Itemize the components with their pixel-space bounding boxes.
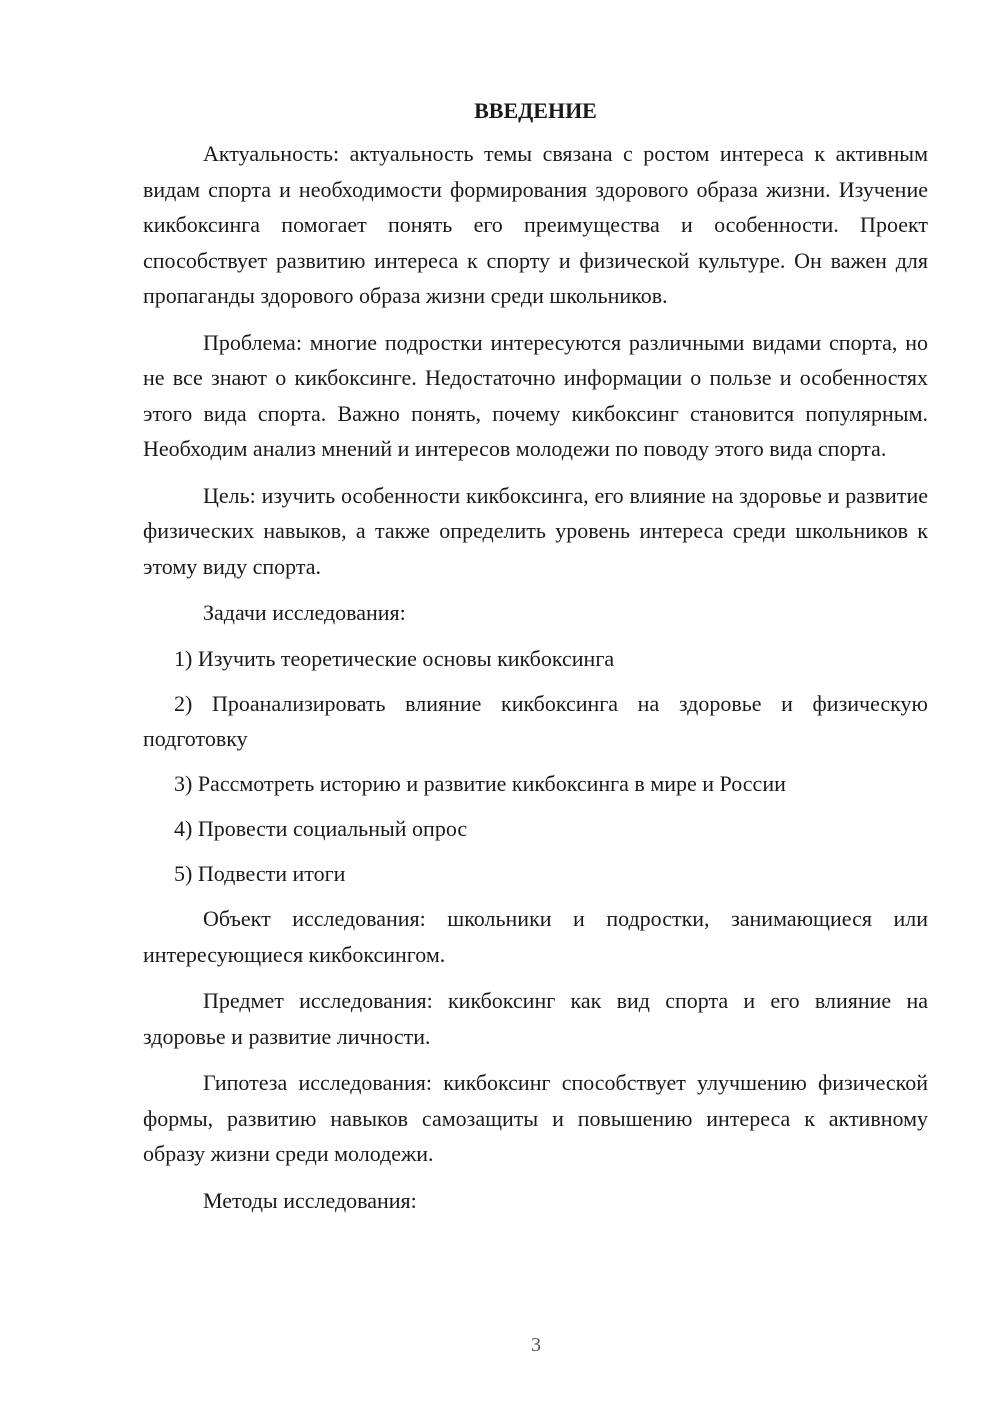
task-item: 1) Изучить теоретические основы кикбоксинга — [174, 646, 615, 671]
problem-paragraph: Проблема: многие подростки интересуются различными видами спорта, но не все знают о кикбоксинге. Недостаточно информации о пользе и особенностях этого вида спорта. Важно понять, почему кикбоксинг становится популярным. Необходим анализ мнений и интересов молодежи по поводу этого вида спорта. — [143, 329, 928, 461]
methods-heading: Методы исследования: — [203, 1187, 417, 1213]
subject-paragraph: Предмет исследования: кикбоксинг как вид спорта и его влияние на здоровье и развитие личности. — [143, 988, 928, 1049]
relevance-paragraph: Актуальность: актуальность темы связана с ростом интереса к активным видам спорта и необходимости формирования здорового образа жизни. Изучение кикбоксинга помогает понять его преимущества и особенности. Проект способствует развитию интереса к спорту и физической культуре. Он важен для пропаганды здорового образа жизни среди школьников. — [143, 141, 928, 308]
page-number: 3 — [531, 1334, 541, 1356]
section-title: ВВЕДЕНИЕ — [474, 98, 597, 123]
task-item: 3) Рассмотреть историю и развитие кикбоксинга в мире и России — [174, 771, 786, 796]
object-paragraph: Объект исследования: школьники и подростки, занимающиеся или интересующиеся кикбоксингом. — [143, 906, 928, 967]
document-page — [143, 93, 928, 1229]
task-item: 5) Подвести итоги — [174, 861, 346, 886]
task-item: 4) Провести социальный опрос — [174, 816, 468, 841]
goal-paragraph: Цель: изучить особенности кикбоксинга, его влияние на здоровье и развитие физических навыков, а также определить уровень интереса среди школьников к этому виду спорта. — [143, 482, 928, 579]
hypothesis-paragraph: Гипотеза исследования: кикбоксинг способствует улучшению физической формы, развитию навыков самозащиты и повышению интереса к активному образу жизни среди молодежи. — [143, 1070, 928, 1166]
task-item: 2) Проанализировать влияние кикбоксинга на здоровье и физическую подготовку — [143, 691, 928, 751]
tasks-heading: Задачи исследования: — [203, 600, 406, 625]
